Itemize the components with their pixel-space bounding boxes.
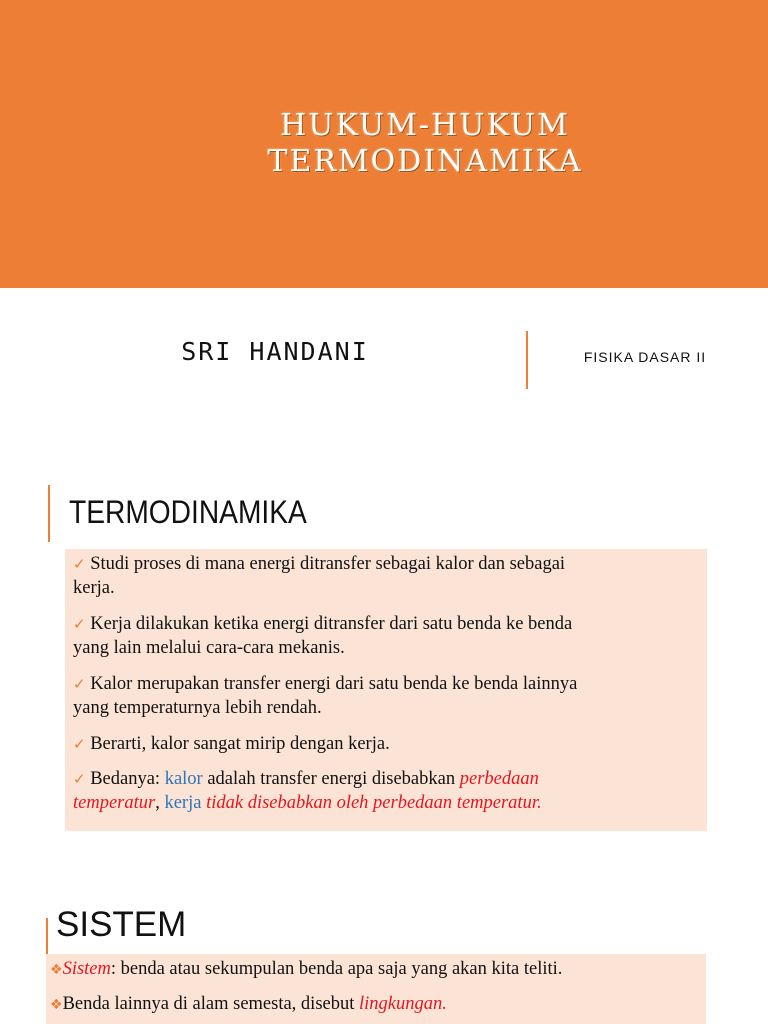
term-kerja: kerja bbox=[164, 793, 202, 813]
comma: , bbox=[155, 793, 165, 813]
list-item bbox=[50, 957, 700, 982]
title-line-2: TERMODINAMIKA bbox=[267, 144, 583, 179]
list-item bbox=[73, 552, 698, 600]
list-item-text: Berarti, kalor sangat mirip dengan kerja. bbox=[90, 734, 390, 754]
checkmark-icon: ✓ bbox=[73, 735, 86, 753]
vertical-divider bbox=[526, 331, 528, 389]
list-item bbox=[73, 612, 698, 660]
list-item bbox=[73, 732, 698, 756]
list-item bbox=[73, 672, 698, 720]
term-sistem: Sistem bbox=[62, 959, 111, 979]
course-name: FISIKA DASAR II bbox=[583, 349, 707, 365]
term-lingkungan: lingkungan. bbox=[359, 994, 447, 1014]
title-line-1: HUKUM-HUKUM bbox=[280, 108, 570, 143]
list-item-text-cont: yang lain melalui cara-cara mekanis. bbox=[73, 638, 345, 658]
list-item-mid: adalah transfer energi disebabkan bbox=[202, 769, 460, 789]
section-heading-termodinamika: TERMODINAMIKA bbox=[69, 494, 307, 530]
heading-accent-bar bbox=[48, 485, 50, 542]
list-item-text-cont: kerja. bbox=[73, 578, 115, 598]
list-item-text: Benda lainnya di alam semesta, disebut bbox=[62, 994, 359, 1014]
term-perbedaan: perbedaan bbox=[459, 769, 539, 789]
list-item bbox=[73, 767, 698, 815]
diamond-bullet-icon: ❖ bbox=[50, 997, 63, 1013]
heading-accent-bar bbox=[46, 918, 48, 956]
list-item-prefix: Bedanya: bbox=[90, 769, 165, 789]
checkmark-icon: ✓ bbox=[73, 555, 86, 573]
list-item-text-cont: yang temperaturnya lebih rendah. bbox=[73, 698, 322, 718]
checkmark-icon: ✓ bbox=[73, 770, 86, 788]
section-heading-sistem: SISTEM bbox=[56, 905, 187, 944]
checkmark-icon: ✓ bbox=[73, 615, 86, 633]
term-kalor: kalor bbox=[164, 769, 203, 789]
checkmark-icon: ✓ bbox=[73, 675, 86, 693]
list-item-tail: tidak disebabkan oleh perbedaan temperatur. bbox=[201, 793, 542, 813]
author-name: SRI HANDANI bbox=[181, 337, 369, 366]
term-temperatur: temperatur bbox=[73, 793, 156, 813]
list-item-text: Studi proses di mana energi ditransfer sebagai kalor dan sebagai bbox=[90, 554, 566, 574]
diamond-bullet-icon: ❖ bbox=[50, 962, 63, 978]
list-item-text: : benda atau sekumpulan benda apa saja yang akan kita teliti. bbox=[110, 959, 563, 979]
list-item bbox=[50, 992, 700, 1017]
list-item-text: Kalor merupakan transfer energi dari satu benda ke benda lainnya bbox=[90, 674, 578, 694]
list-item-text: Kerja dilakukan ketika energi ditransfer dari satu benda ke benda bbox=[90, 614, 573, 634]
presentation-title bbox=[230, 108, 620, 180]
